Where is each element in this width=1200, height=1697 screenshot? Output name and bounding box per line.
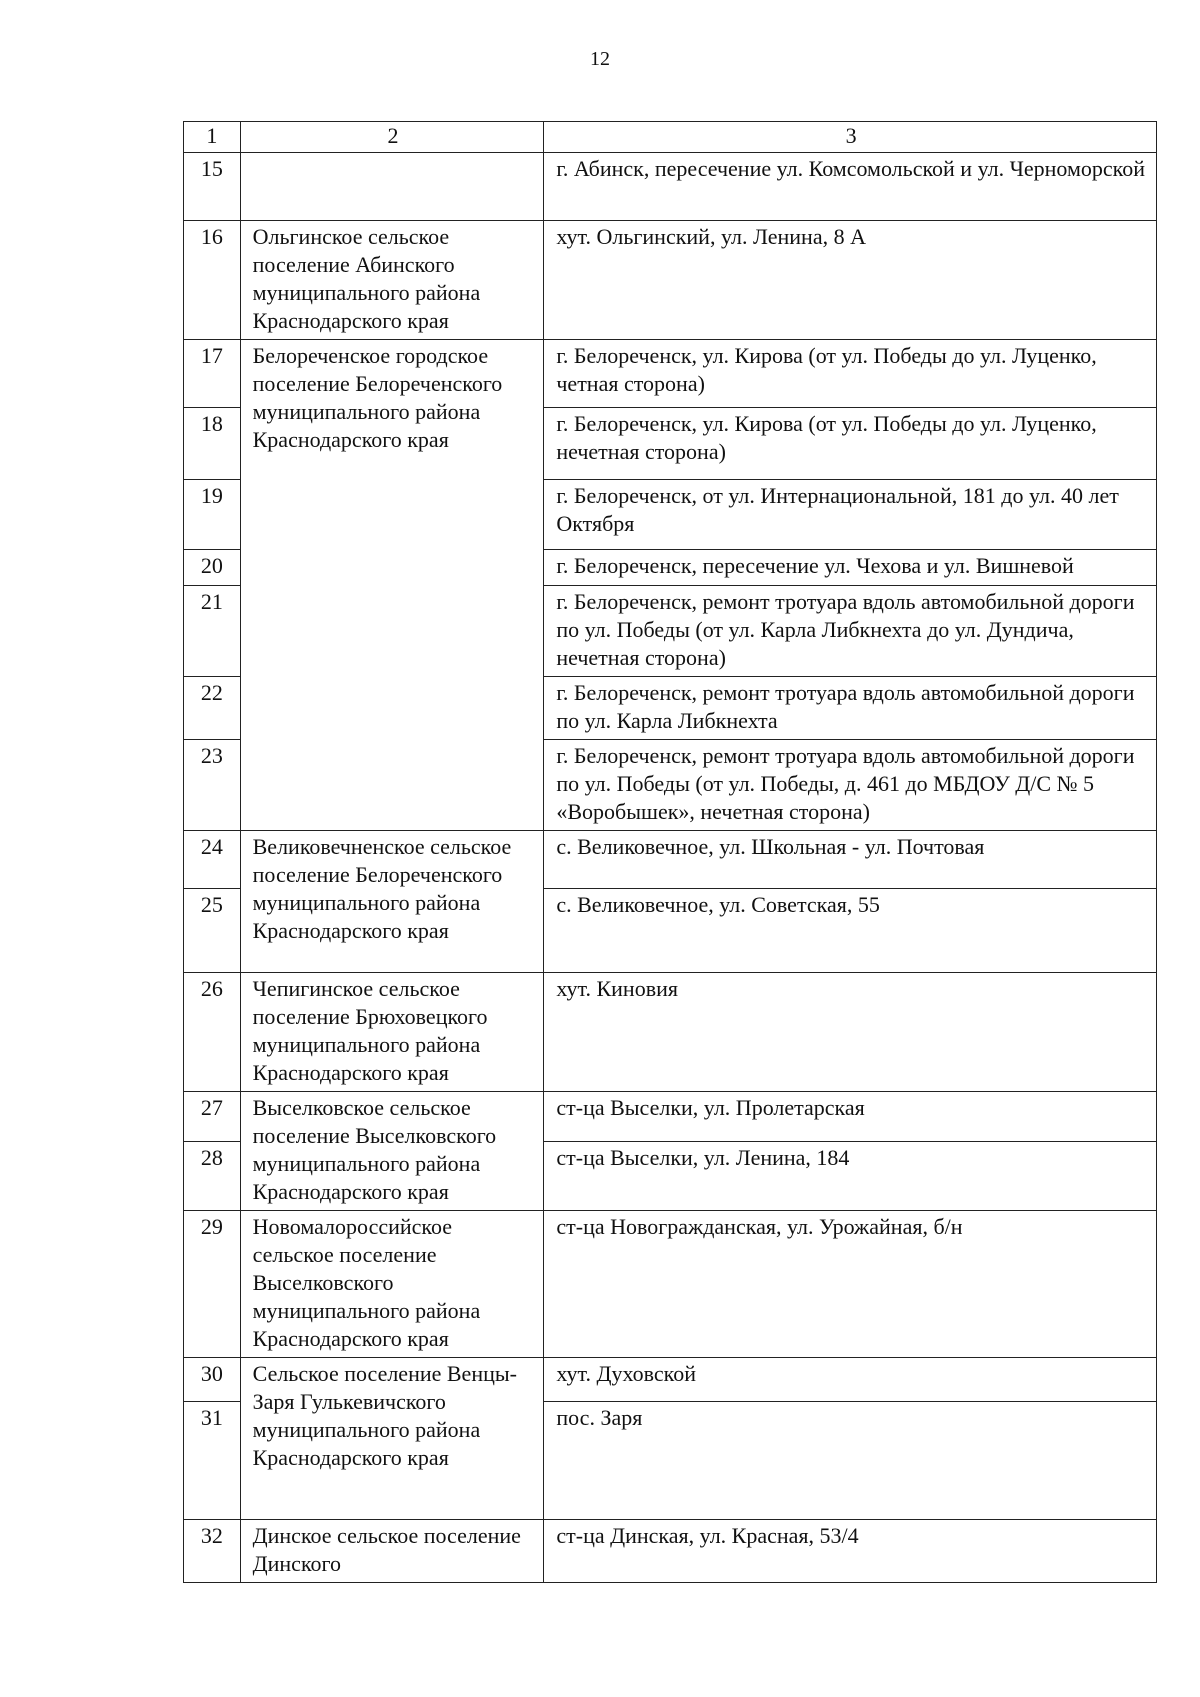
settlement-cell: Выселковское сельское поселение Выселковского муниципального района Краснодарского края [240,1092,544,1211]
address-cell: хут. Ольгинский, ул. Ленина, 8 А [544,221,1157,340]
settlement-cell: Динское сельское поселение Динского [240,1520,544,1583]
settlement-cell: Белореченское городское поселение Белореченского муниципального района Краснодарского края [240,340,544,831]
address-cell: ст-ца Выселки, ул. Пролетарская [544,1092,1157,1142]
row-number: 27 [184,1092,241,1142]
address-cell: хут. Духовской [544,1358,1157,1402]
table-row [184,1520,1157,1583]
table-row [184,340,1157,408]
row-number: 16 [184,221,241,340]
settlement-cell: Чепигинское сельское поселение Брюховецкого муниципального района Краснодарского края [240,973,544,1092]
address-table [183,121,1157,1583]
row-number: 30 [184,1358,241,1402]
address-cell: ст-ца Динская, ул. Красная, 53/4 [544,1520,1157,1583]
settlement-cell: Ольгинское сельское поселение Абинского муниципального района Краснодарского края [240,221,544,340]
table-row [184,221,1157,340]
row-number: 19 [184,480,241,550]
row-number: 23 [184,740,241,831]
table-row [184,153,1157,221]
table-header-row [184,122,1157,153]
settlement-cell: Великовечненское сельское поселение Белореченского муниципального района Краснодарского края [240,831,544,973]
row-number: 17 [184,340,241,408]
column-header: 1 [184,122,241,153]
row-number: 24 [184,831,241,889]
table-row [184,1211,1157,1358]
column-header: 3 [544,122,1157,153]
address-cell: г. Белореченск, пересечение ул. Чехова и ул. Вишневой [544,550,1157,586]
row-number: 29 [184,1211,241,1358]
address-cell: г. Белореченск, от ул. Интернациональной, 181 до ул. 40 лет Октября [544,480,1157,550]
settlement-cell: Новомалороссийское сельское поселение Выселковского муниципального района Краснодарского края [240,1211,544,1358]
row-number: 20 [184,550,241,586]
settlement-cell [240,153,544,221]
table-row [184,1092,1157,1142]
table-row [184,831,1157,889]
address-cell: г. Белореченск, ул. Кирова (от ул. Победы до ул. Луценко, четная сторона) [544,340,1157,408]
row-number: 22 [184,677,241,740]
address-cell: хут. Киновия [544,973,1157,1092]
table-row [184,973,1157,1092]
address-cell: г. Белореченск, ремонт тротуара вдоль автомобильной дороги по ул. Победы (от ул. Победы, д. 461 до МБДОУ Д/С № 5 «Воробышек», нечетная сторона) [544,740,1157,831]
row-number: 28 [184,1141,241,1210]
address-cell: с. Великовечное, ул. Школьная - ул. Почтовая [544,831,1157,889]
address-cell: г. Белореченск, ул. Кирова (от ул. Победы до ул. Луценко, нечетная сторона) [544,408,1157,480]
address-cell: ст-ца Выселки, ул. Ленина, 184 [544,1141,1157,1210]
row-number: 25 [184,889,241,973]
row-number: 32 [184,1520,241,1583]
page-number: 12 [590,48,610,70]
address-cell: пос. Заря [544,1402,1157,1520]
address-cell: ст-ца Новогражданская, ул. Урожайная, б/н [544,1211,1157,1358]
column-header: 2 [240,122,544,153]
row-number: 31 [184,1402,241,1520]
row-number: 26 [184,973,241,1092]
address-cell: г. Абинск, пересечение ул. Комсомольской и ул. Черноморской [544,153,1157,221]
settlement-cell: Сельское поселение Венцы-Заря Гулькевичского муниципального района Краснодарского края [240,1358,544,1520]
address-cell: с. Великовечное, ул. Советская, 55 [544,889,1157,973]
address-cell: г. Белореченск, ремонт тротуара вдоль автомобильной дороги по ул. Победы (от ул. Карла Либкнехта до ул. Дундича, нечетная сторона) [544,586,1157,677]
table-row [184,1358,1157,1402]
row-number: 21 [184,586,241,677]
row-number: 15 [184,153,241,221]
row-number: 18 [184,408,241,480]
address-cell: г. Белореченск, ремонт тротуара вдоль автомобильной дороги по ул. Карла Либкнехта [544,677,1157,740]
